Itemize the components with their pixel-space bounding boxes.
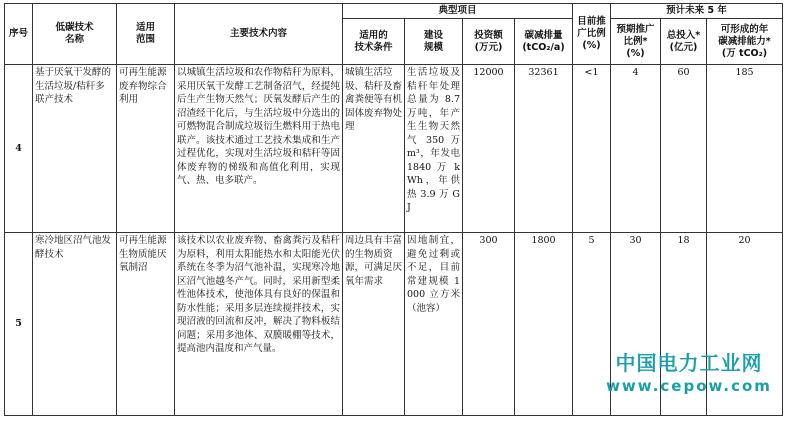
row-scope: 可再生能源废弃物综合利用 [117, 65, 175, 233]
row-conditions: 周边具有丰富的生物质资源，可满足厌氧年需求 [343, 233, 405, 416]
row-tech-name: 基于厌氧干发酵的生活垃圾/秸秆多联产技术 [33, 65, 117, 233]
header-reduction: 碳减排量 (tCO₂/a) [515, 19, 573, 65]
header-tech-name: 低碳技术 名称 [33, 4, 117, 65]
header-content: 主要技术内容 [175, 4, 343, 65]
header-forecast: 预计未来 5 年 [611, 4, 783, 19]
row-scale: 因地制宜，避免过剩或不足，目前常建规模 1000 立方米（池容） [405, 233, 463, 416]
row-content: 该技术以农业废弃物、畜禽粪污及秸秆为原料，利用太阳能热水和太阳能光伏系统在冬季为沼气池补温，实现寒冷地区沼气池越冬产气。同时，采用新型柔性池体技术，使池体具有良好的保温和防水性能；采用多层连续搅拌技术，实现沼液的回流和反冲，解决了物料板结问题；采用多池体、双膜暖棚等技术，提高池内温度和产气量。 [175, 233, 343, 416]
row-tech-name: 寒冷地区沼气池发酵技术 [33, 233, 117, 416]
header-capacity: 可形成的年 碳减排能力* (万 tCO₂) [707, 19, 783, 65]
row-conditions: 城镇生活垃圾、秸秆及畜禽粪便等有机固体废弃物处理 [343, 65, 405, 233]
table-row [5, 65, 783, 233]
watermark-logo [600, 350, 778, 396]
header-seq: 序号 [5, 4, 33, 65]
row-capacity: 185 [707, 65, 783, 233]
row-expected-ratio: 30 [611, 233, 661, 416]
header-scope: 适用 范围 [117, 4, 175, 65]
row-investment: 12000 [463, 65, 515, 233]
header-investment: 投资额 (万元) [463, 19, 515, 65]
row-scale: 生活垃圾及秸秆年处理总量为 8.7 万吨，年产生生物天然气 350 万 m³，年发电 1840 万 kWh，年供热 3.9 万 GJ [405, 65, 463, 233]
header-typical-project: 典型项目 [343, 4, 573, 19]
row-seq: 5 [5, 233, 33, 416]
header-total-input: 总投入* (亿元) [661, 19, 707, 65]
row-total-input: 18 [661, 233, 707, 416]
row-scope: 可再生能源生物质能厌氧制沼 [117, 233, 175, 416]
header-expected-ratio: 预期推广 比例* (%) [611, 19, 661, 65]
row-reduction: 32361 [515, 65, 573, 233]
row-reduction: 1800 [515, 233, 573, 416]
header-scale: 建设 规模 [405, 19, 463, 65]
row-expected-ratio: 4 [611, 65, 661, 233]
row-capacity: 20 [707, 233, 783, 416]
row-content: 以城镇生活垃圾和农作物秸秆为原料，采用厌氧干发酵工艺制备沼气，经提纯后生产生物天然气；厌氧发酵后产生的沼渣经干化后，与生活垃圾中分选出的可燃物混合制成垃圾衍生燃料用于热电联产。该技术通过工艺技术集成和生产过程优化，实现对生活垃圾和秸秆等固体废弃物的梯级和高值化利用，实现气、热、电多联产。 [175, 65, 343, 233]
header-current-ratio: 目前推 广比例 (%) [573, 4, 611, 65]
row-seq: 4 [5, 65, 33, 233]
watermark-title: 中国电力工业网 [615, 351, 763, 375]
row-total-input: 60 [661, 65, 707, 233]
header-conditions: 适用的 技术条件 [343, 19, 405, 65]
watermark-url: www.cepow.com [606, 377, 772, 395]
row-investment: 300 [463, 233, 515, 416]
row-current-ratio: <1 [573, 65, 611, 233]
row-current-ratio: 5 [573, 233, 611, 416]
